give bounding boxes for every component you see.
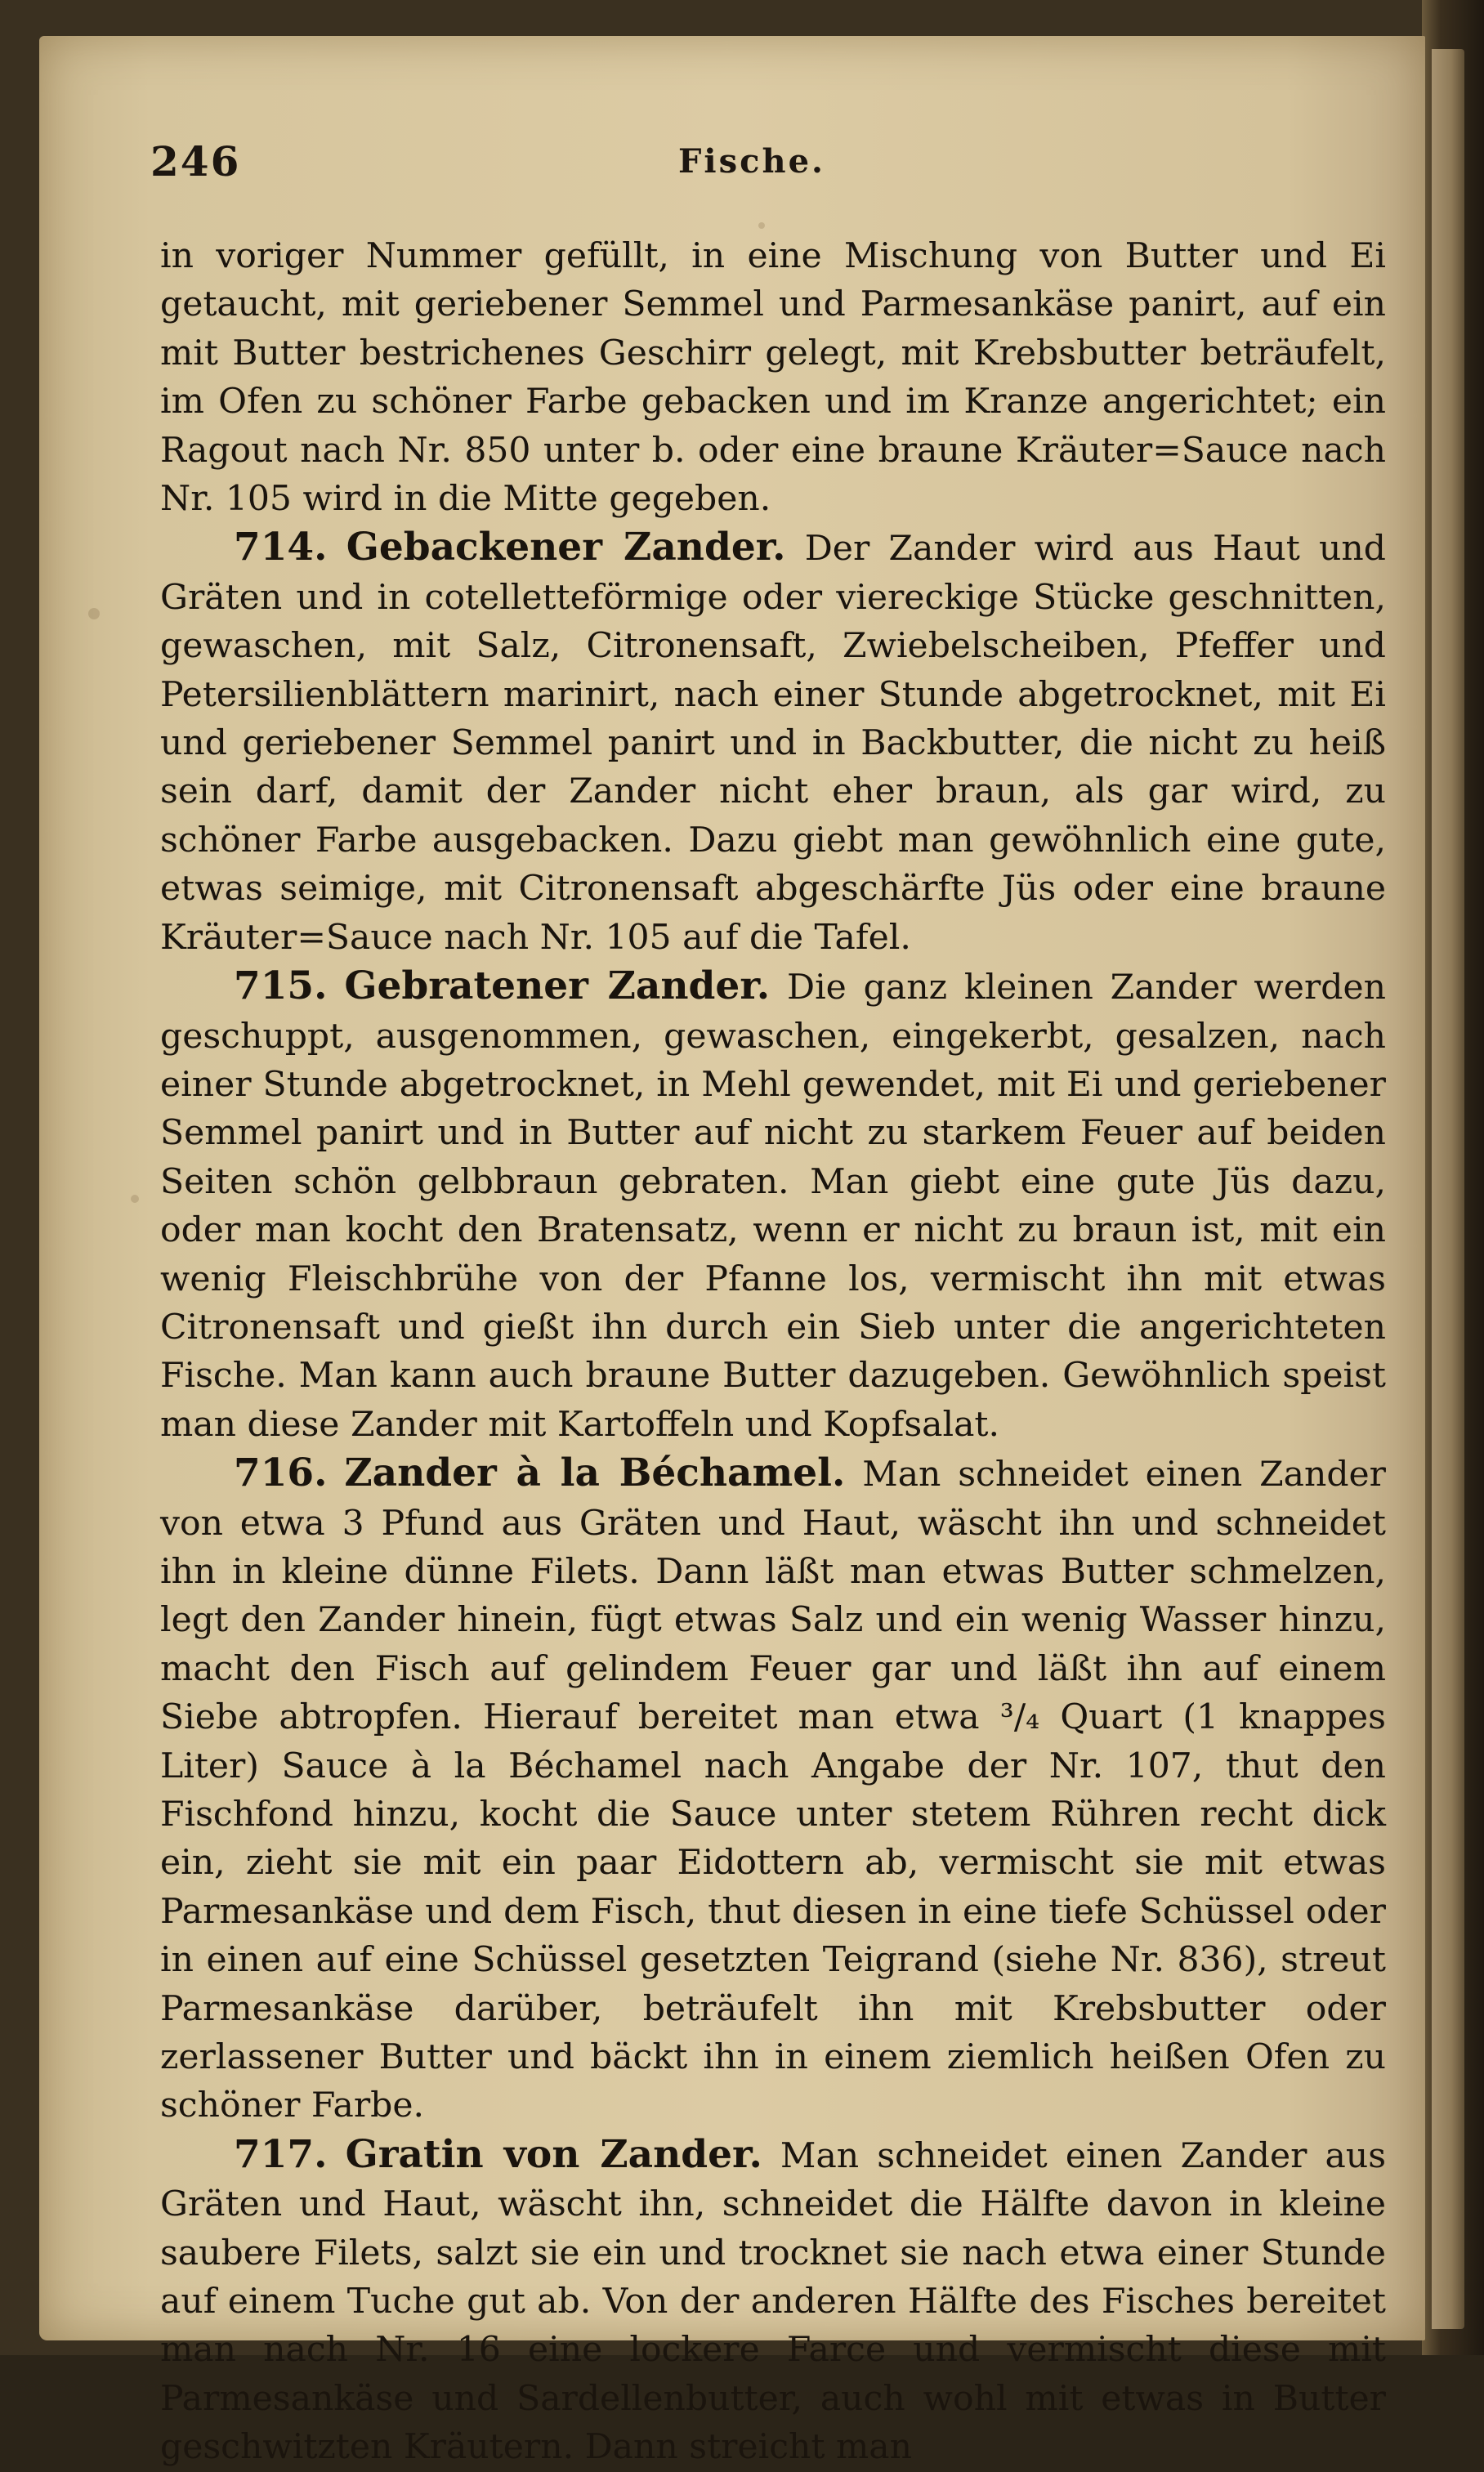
recipe-title: Gebratener Zander.	[344, 963, 771, 1009]
recipe-title: Gratin von Zander.	[345, 2131, 762, 2177]
recipe-title: Zander à la Béchamel.	[344, 1451, 846, 1496]
recipe-714	[160, 523, 1386, 962]
continuation-paragraph	[160, 232, 1386, 523]
page-number: 246	[150, 137, 241, 186]
recipe-716	[160, 1449, 1386, 2130]
recipe-715	[160, 962, 1386, 1449]
paragraph-text: in voriger Nummer gefüllt, in eine Mischung von Butter und Ei getaucht, mit geriebener Semmel und Parmesankäse panirt, auf ein mit Butter bestrichenes Geschirr gelegt, mit Krebsbutter beträufelt, im Ofen zu schöner Farbe gebacken und im Kranze angerichtet; ein Ragout nach Nr. 850 unter b. oder eine braune Kräuter=Sauce nach Nr. 105 wird in die Mitte gegeben.	[160, 236, 1386, 520]
recipe-number: 717.	[234, 2131, 328, 2177]
recipe-title: Gebackener Zander.	[346, 525, 786, 570]
paper-stain	[758, 222, 765, 229]
recipe-717	[160, 2130, 1386, 2472]
page-body	[160, 232, 1386, 2472]
page-header	[114, 137, 1389, 203]
recipe-text: Man schneidet einen Zander von etwa 3 Pfund aus Gräten und Haut, wäscht ihn und schneidet ihn in kleine dünne Filets. Dann läßt man etwas Butter schmelzen, legt den Zander hinein, fügt etwas Salz und ein wenig Wasser hinzu, macht den Fisch auf gelindem Feuer gar und läßt ihn auf einem Siebe abtropfen. Hierauf bereitet man etwa ³/₄ Quart (1 knappes Liter) Sauce à la Béchamel nach Angabe der Nr. 107, thut den Fischfond hinzu, kocht die Sauce unter stetem Rühren recht dick ein, zieht sie mit ein paar Eidottern ab, vermischt sie mit etwas Parmesankäse und dem Fisch, thut diesen in eine tiefe Schüssel oder in einen auf eine Schüssel gesetzten Teigrand (siehe Nr. 836), streut Parmesankäse darüber, beträufelt ihn mit Krebsbutter oder zerlassener Butter und bäckt ihn in einem ziemlich heißen Ofen zu schöner Farbe.	[160, 1455, 1386, 2126]
paper-stain	[131, 1195, 139, 1203]
recipe-text: Die ganz kleinen Zander werden geschuppt, ausgenommen, gewaschen, eingekerbt, gesalzen, nach einer Stunde abgetrocknet, in Mehl gewendet, mit Ei und geriebener Semmel panirt und in Butter auf nicht zu starkem Feuer auf beiden Seiten schön gelbbraun gebraten. Man giebt eine gute Jüs dazu, oder man kocht den Bratensatz, wenn er nicht zu braun ist, mit ein wenig Fleischbrühe von der Pfanne los, vermischt ihn mit etwas Citronensaft und gießt ihn durch ein Sieb unter die angerichteten Fische. Man kann auch braune Butter dazugeben. Gewöhnlich speist man diese Zander mit Kartoffeln und Kopfsalat.	[160, 968, 1387, 1445]
paper-stain	[88, 608, 100, 619]
recipe-text: Der Zander wird aus Haut und Gräten und in cotelletteförmige oder viereckige Stücke geschnitten, gewaschen, mit Salz, Citronensaft, Zwiebelscheiben, Pfeffer und Petersilienblättern marinirt, nach einer Stunde abgetrocknet, mit Ei und geriebener Semmel panirt und in Backbutter, die nicht zu heiß sein darf, damit der Zander nicht eher braun, als gar wird, zu schöner Farbe ausgebacken. Dazu giebt man gewöhnlich eine gute, etwas seimige, mit Citronensaft abgeschärfte Jüs oder eine braune Kräuter=Sauce nach Nr. 105 auf die Tafel.	[160, 529, 1386, 958]
recipe-text: Man schneidet einen Zander aus Gräten und Haut, wäscht ihn, schneidet die Hälfte davon in kleine saubere Filets, salzt sie ein und trocknet sie nach etwa einer Stunde auf einem Tuche gut ab. Von der anderen Hälfte des Fisches bereitet man nach Nr. 16 eine lockere Farce und vermischt diese mit Parmesankäse und Sardellenbutter, auch wohl mit etwas in Butter geschwitzten Kräutern. Dann streicht man	[160, 2135, 1387, 2468]
adjacent-page-edge	[1432, 49, 1464, 2329]
running-title: Fische.	[678, 142, 825, 181]
recipe-number: 716.	[234, 1451, 328, 1496]
recipe-number: 715.	[234, 963, 328, 1009]
recipe-number: 714.	[234, 525, 328, 570]
